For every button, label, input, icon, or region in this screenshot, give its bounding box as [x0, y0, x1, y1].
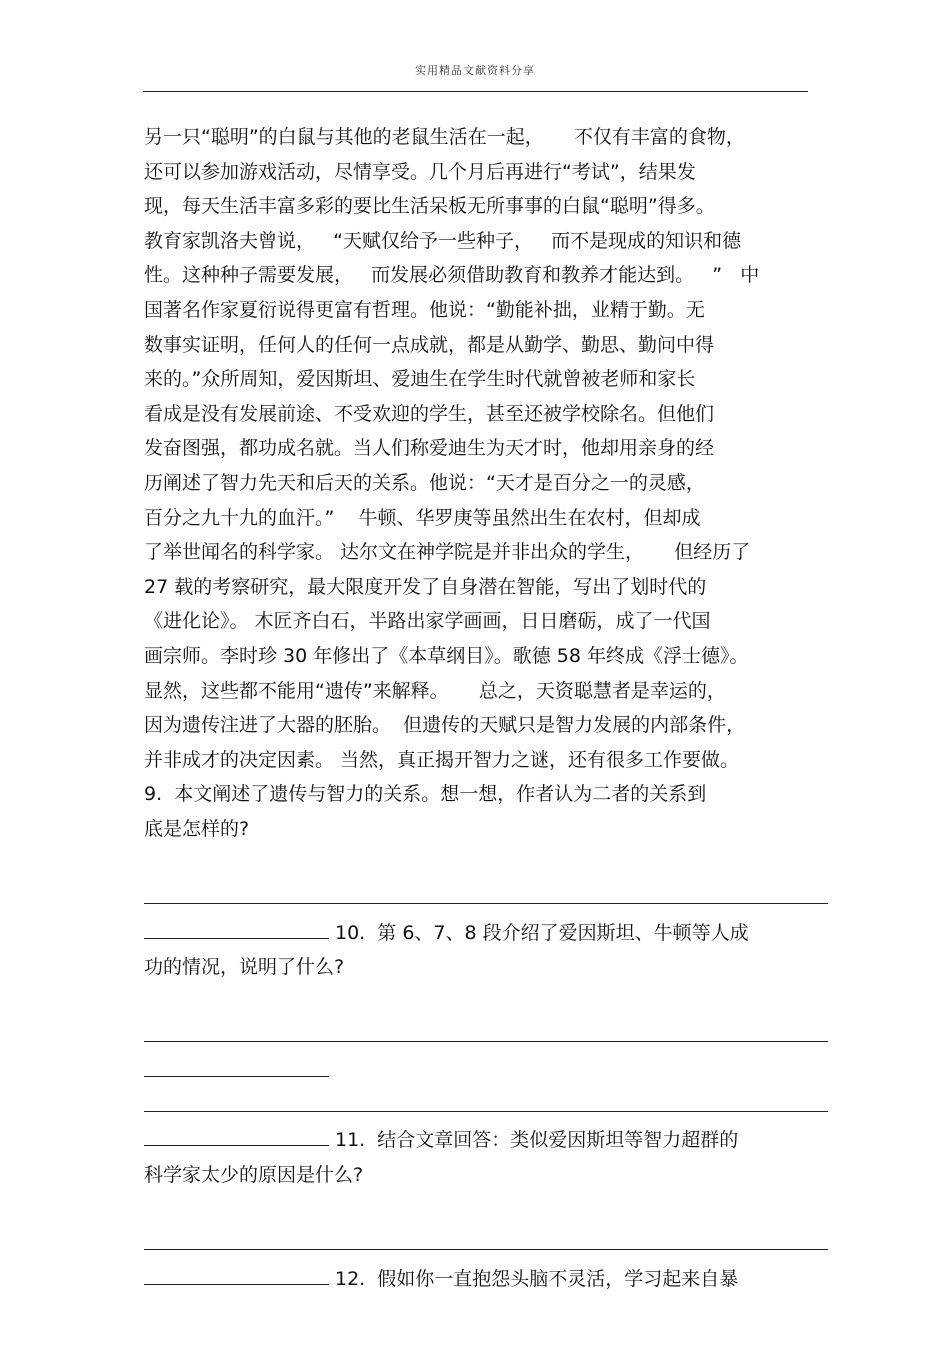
paragraph-line: 现，每天生活丰富多彩的要比生活呆板无所事事的白鼠“聪明”得多。: [144, 195, 715, 218]
paragraph-line: 国著名作家夏衍说得更富有哲理。他说：“勤能补拙，业精于勤。无: [144, 298, 705, 321]
header-divider: [143, 91, 808, 92]
paragraph-line: 并非成才的决定因素。 当然，真正揭开智力之谜，还有很多工作要做。: [144, 748, 740, 771]
paragraph-line: 另一只“聪明”的白鼠与其他的老鼠生活在一起， 不仅有丰富的食物，: [144, 126, 745, 148]
document-content: [144, 120, 809, 1296]
paragraph-line: 来的。”众所周知，爱因斯坦、爱迪生在学生时代就曾被老师和家长: [144, 368, 696, 391]
paragraph-line: 历阐述了智力先天和后天的关系。他说：“天才是百分之一的灵感，: [144, 471, 705, 494]
paragraph-line: 发奋图强，都功成名就。当人们称爱迪生为天才时，他却用亲身的经: [144, 437, 715, 460]
paragraph-line: 还可以参加游戏活动，尽情享受。几个月后再进行“考试”，结果发: [144, 160, 696, 183]
question-10-text-cont: 功的情况，说明了什么?: [144, 956, 345, 979]
paragraph-line: 性。这种种子需要发展， 而发展必须借助教育和教养才能达到。 ” 中: [144, 264, 760, 287]
paragraph-line: 显然，这些都不能用“遗传”来解释。 总之，天资聪慧者是幸运的，: [144, 679, 726, 702]
answer-blank-line[interactable]: [144, 916, 329, 939]
paragraph-line: 数事实证明，任何人的任何一点成就，都是从勤学、勤思、勤问中得: [144, 333, 715, 356]
answer-blank-line[interactable]: [144, 1089, 828, 1112]
paragraph-line: 了举世闻名的科学家。 达尔文在神学院是并非出众的学生， 但经历了: [144, 541, 751, 564]
paragraph-line: 27 载的考察研究，最大限度开发了自身潜在智能，写出了划时代的: [144, 575, 707, 598]
paragraph-line: 教育家凯洛夫曾说， “天赋仅给予一些种子， 而不是现成的知识和德: [144, 229, 742, 252]
answer-blank-line[interactable]: [144, 1123, 329, 1146]
paragraph-line: 因为遗传注进了大器的胚胎。 但遗传的天赋只是智力发展的内部条件，: [144, 714, 746, 737]
question-11-text: 11. 结合文章回答：类似爱因斯坦等智力超群的: [335, 1129, 739, 1152]
question-10-text: 10. 第 6、7、8 段介绍了爱因斯坦、牛顿等人成: [335, 921, 749, 944]
answer-blank-line[interactable]: [144, 1227, 828, 1250]
paragraph-line: 百分之九十九的血汗。” 牛顿、华罗庚等虽然出生在农村，但却成: [144, 506, 701, 529]
question-11-text-cont: 科学家太少的原因是什么?: [144, 1163, 364, 1186]
question-9-text: 9. 本文阐述了遗传与智力的关系。想一想，作者认为二者的关系到: [144, 783, 707, 806]
page-header-title: 实用精品文献资料分享: [415, 64, 535, 77]
answer-blank-line[interactable]: [144, 881, 828, 904]
answer-blank-line[interactable]: [144, 1054, 329, 1077]
answer-blank-line[interactable]: [144, 1262, 329, 1285]
paragraph-line: 看成是没有发展前途、不受欢迎的学生，甚至还被学校除名。但他们: [144, 402, 715, 425]
paragraph-line: 画宗师。李时珍 30 年修出了《本草纲目》。歌德 58 年终成《浮士德》。: [144, 644, 749, 667]
question-9-text-cont: 底是怎样的?: [144, 817, 250, 840]
answer-blank-line[interactable]: [144, 1019, 828, 1042]
paragraph-line: 《进化论》。 木匠齐白石，半路出家学画画，日日磨砺，成了一代国: [144, 610, 711, 633]
question-12-text: 12. 假如你一直抱怨头脑不灵活，学习起来自暴: [335, 1267, 739, 1290]
